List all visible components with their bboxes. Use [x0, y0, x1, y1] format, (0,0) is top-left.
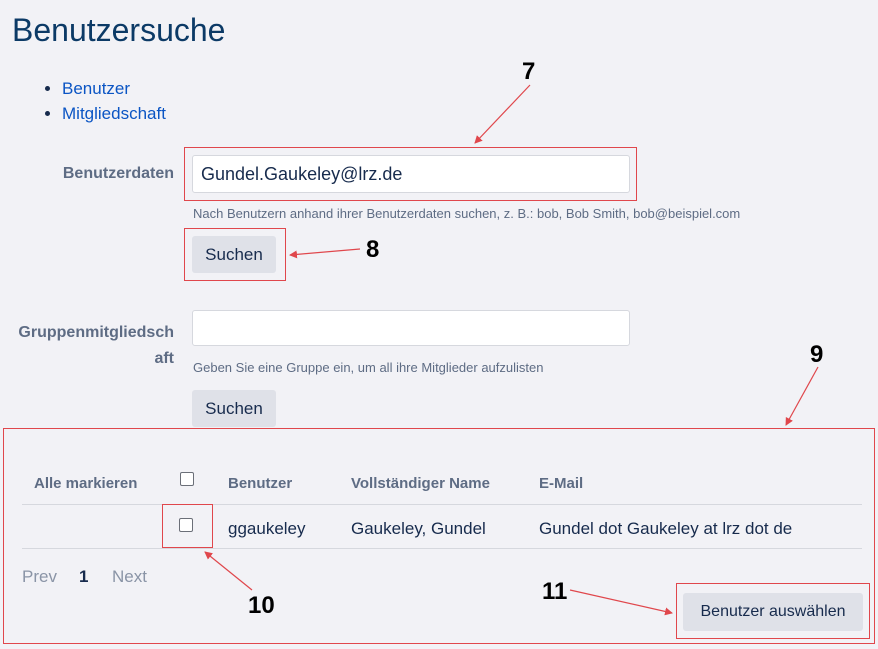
group-search-label-line2: aft: [154, 350, 174, 367]
annotation-label-10: 10: [248, 592, 275, 619]
annotation-arrow-7: [475, 85, 530, 143]
select-all-header: Alle markieren: [34, 475, 138, 492]
row-email: Gundel dot Gaukeley at lrz dot de: [539, 519, 793, 538]
pagination-next[interactable]: Next: [112, 567, 147, 586]
page-title: Benutzersuche: [12, 12, 226, 48]
annotation-arrow-10: [205, 552, 252, 590]
annotation-arrow-9: [786, 367, 818, 425]
user-search-label: Benutzerdaten: [62, 165, 174, 182]
annotation-label-7: 7: [522, 58, 536, 85]
annotation-label-8: 8: [366, 236, 380, 263]
group-search-hint: Geben Sie eine Gruppe ein, um all ihre Mitglieder aufzulisten: [193, 360, 544, 375]
pagination-prev[interactable]: Prev: [22, 567, 57, 586]
group-search-button[interactable]: Suchen: [192, 390, 276, 427]
group-search-label-line1: Gruppenmitgliedsch: [18, 324, 174, 341]
annotation-label-9: 9: [810, 341, 824, 368]
column-header-user[interactable]: Benutzer: [228, 475, 293, 492]
nav-link-mitgliedschaft[interactable]: Mitgliedschaft: [62, 104, 166, 123]
column-header-email[interactable]: E-Mail: [539, 475, 584, 492]
select-users-button[interactable]: Benutzer auswählen: [683, 593, 863, 631]
column-header-full-name[interactable]: Vollständiger Name: [351, 475, 490, 492]
row-user: ggaukeley: [228, 519, 306, 538]
user-search-button[interactable]: Suchen: [192, 236, 276, 273]
row-full-name: Gaukeley, Gundel: [351, 519, 486, 538]
user-search-hint: Nach Benutzern anhand ihrer Benutzerdaten suchen, z. B.: bob, Bob Smith, bob@beispiel.com: [193, 206, 741, 221]
nav-link-benutzer[interactable]: Benutzer: [62, 79, 131, 98]
annotation-label-11: 11: [542, 578, 568, 605]
annotation-arrow-8: [290, 249, 360, 255]
annotation-arrow-11: [570, 590, 672, 613]
pagination-current-page[interactable]: 1: [79, 567, 89, 586]
